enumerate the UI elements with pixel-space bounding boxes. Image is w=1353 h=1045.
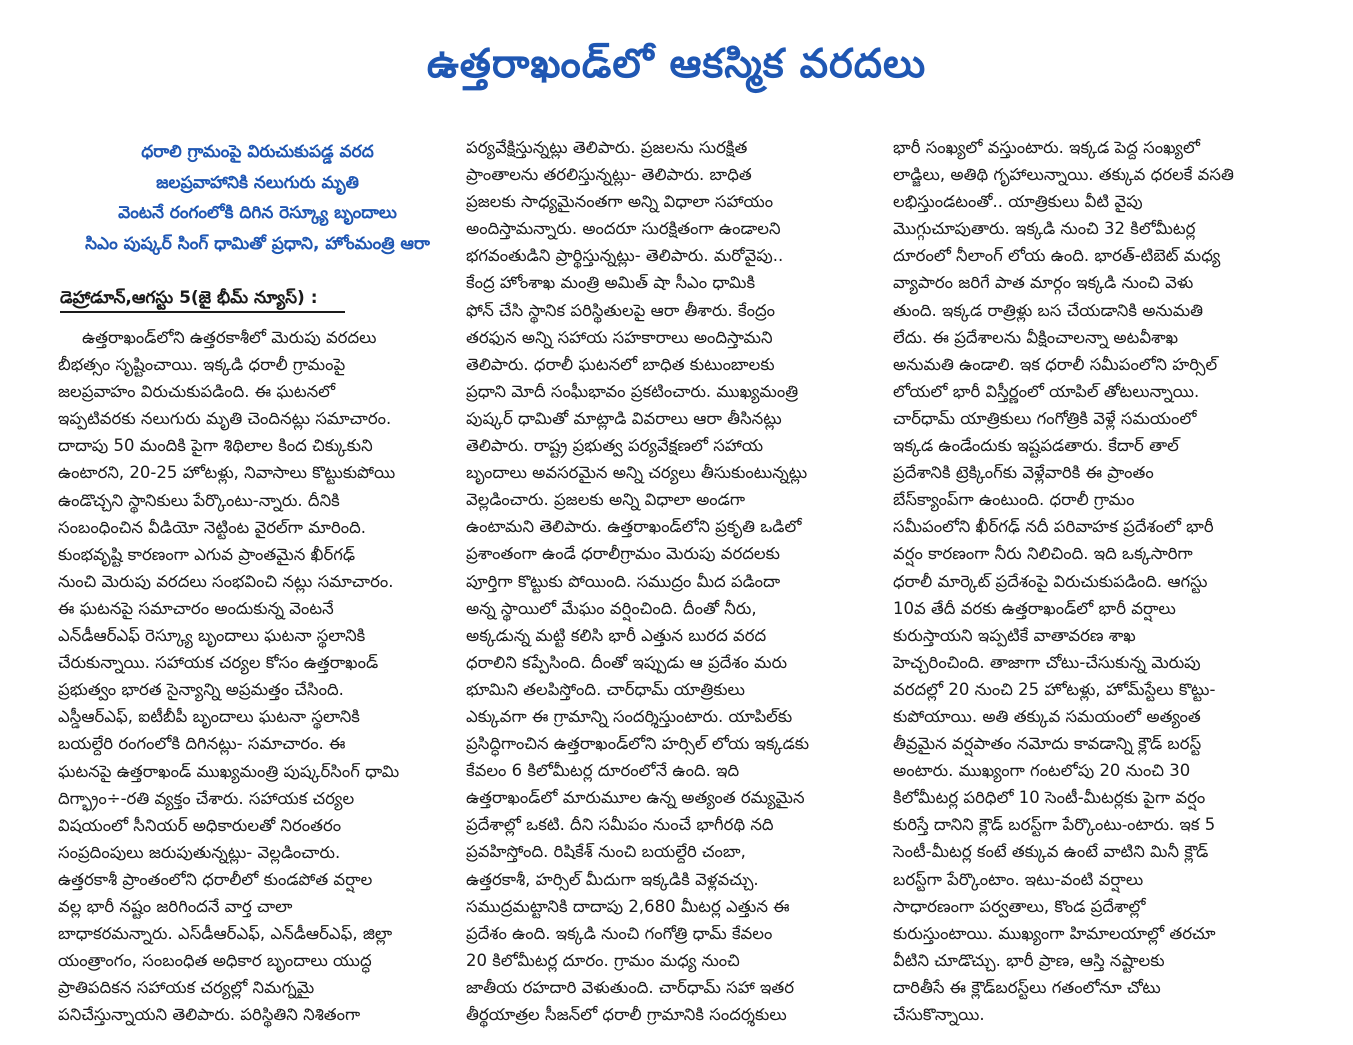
article-line: సాధారణంగా పర్వతాలు, కొండ ప్రదేశాల్లో — [893, 896, 1146, 916]
subheading: వెంటనే రంగంలోకి దిగిన రెస్క్యూ బృందాలు — [118, 203, 397, 223]
article-line: లేదు. ఈ ప్రదేశాలను వీక్షించాలన్నా అటవీశాఖ — [893, 327, 1179, 347]
article-line: తీర్థయాత్రల సీజన్‌లో ధరాలీ గ్రామానికి సందర్శకులు — [466, 1005, 787, 1024]
article-line: తరఫున అన్ని సహాయ సహకారాలు అందిస్తామని — [466, 327, 773, 347]
article-line: సంప్రదింపులు జరుపుతున్నట్లు- వెల్లడించారు. — [58, 842, 341, 862]
article-line: ఈ ఘటనపై సమాచారం అందుకున్న వెంటనే — [58, 598, 334, 618]
article-line: దారితీసే ఈ క్లౌడ్‌బరస్ట్‌లు గతంలోనూ చోటు — [893, 977, 1161, 997]
article-line: ఉంటారని, 20-25 హోటళ్లు, నివాసాలు కొట్టుకుపోయి — [58, 463, 396, 483]
article-line: ప్రదేశానికి ట్రెక్కింగ్‌కు వెళ్లేవారికి ఈ ప్రాంతం — [893, 463, 1154, 483]
article-line: సమీపంలోని ఖీర్‌గఢ్ నదీ పరివాహక ప్రదేశంలో భారీ — [893, 517, 1214, 537]
dateline: డెహ్రాడూన్,ఆగస్టు 5(జై భీమ్ న్యూస్) : — [60, 288, 318, 308]
article-line: పనిచేస్తున్నాయని తెలిపారు. పరిస్థితిని నిశితంగా — [58, 1005, 361, 1025]
article-line: లాడ్జిలు, అతిథి గృహాలున్నాయి. తక్కువ ధరలకే వసతి — [893, 165, 1234, 185]
article-line: వర్షం కారణంగా నీరు నిలిచింది. ఇది ఒక్కసారిగా — [893, 544, 1193, 564]
headline: ఉత్తరాఖండ్‌లో ఆకస్మిక వరదలు — [426, 41, 927, 87]
article-column-1 — [58, 324, 463, 1028]
article-line: సెంటీ-మీటర్ల కంటే తక్కువ ఉంటే వాటిని మినీ క్లౌడ్ — [893, 842, 1209, 862]
article-line: బాధాకరమన్నారు. ఎస్‌డీఆర్‌ఎఫ్, ఎన్‌డీఆర్‌ఎఫ్, జిల్లా — [58, 924, 393, 944]
article-line: భగవంతుడిని ప్రార్థిస్తున్నట్లు- తెలిపారు. మరోవైపు.. — [466, 246, 784, 266]
article-line: పుష్కర్ ధామితో మాట్లాడి వివరాలు ఆరా తీసినట్లు — [466, 408, 782, 428]
article-line: కేంద్ర హోంశాఖ మంత్రి అమిత్ షా సీఎం ధామికి — [466, 273, 756, 293]
article-line: కుపోయాయి. అతి తక్కువ సమయంలో అత్యంత — [893, 706, 1201, 726]
article-line: కుంభవృష్టి కారణంగా ఎగువ ప్రాంతమైన ఖీర్‌గఢ్ — [58, 544, 356, 564]
article-line: ప్రవహిస్తోంది. రిషికేశ్ నుంచి బయల్దేరి చంబా, — [466, 842, 746, 862]
article-line: లోయలో భారీ విస్తీర్ణంలో యాపిల్ తోటలున్నాయి. — [893, 381, 1200, 401]
article-line: వీటిని చూడొచ్చు. భారీ ప్రాణ, ఆస్తి నష్టాలకు — [893, 950, 1165, 970]
article-line: చేరుకున్నాయి. సహాయక చర్యల కోసం ఉత్తరాఖండ్ — [58, 653, 379, 673]
article-line: వ్యాపారం జరిగే పాత మార్గం ఇక్కడి నుంచి వెళు — [893, 273, 1194, 293]
article-line: భూమిని తలపిస్తోంది. చార్‌ధామ్ యాత్రికులు — [466, 679, 745, 699]
article-line: బృందాలు అవసరమైన అన్ని చర్యలు తీసుకుంటున్నట్లు — [466, 463, 808, 483]
article-line: 10వ తేదీ వరకు ఉత్తరాఖండ్‌లో భారీ వర్షాలు — [893, 598, 1176, 618]
article-line: జలప్రవాహం విరుచుకుపడింది. ఈ ఘటనలో — [58, 382, 336, 402]
subheading: జలప్రవాహానికి నలుగురు మృతి — [156, 172, 359, 193]
article-line: చేసుకొన్నాయి. — [893, 1005, 985, 1024]
subheading: సిఎం పుష్కర్ సింగ్ ధామితో ప్రధాని, హోంమంత్రి ఆరా — [85, 233, 430, 254]
article-line: ఎన్‌డీఆర్‌ఎఫ్ రెస్క్యూ బృందాలు ఘటనా స్థలానికి — [58, 626, 366, 646]
article-line: ప్రాంతాలను తరలిస్తున్నట్లు- తెలిపారు. బాధిత — [466, 165, 752, 185]
article-line: జాతీయ రహదారి వెళుతుంది. చార్‌ధామ్ సహా ఇతర — [466, 977, 794, 997]
article-line: కురుస్తుంటాయి. ముఖ్యంగా హిమాలయాల్లో తరచూ — [893, 923, 1216, 943]
article-column-2 — [466, 134, 871, 1028]
article-line: లభిస్తుండటంతో.. యాత్రికులు వీటి వైపు — [893, 192, 1143, 212]
article-line: బరస్ట్‌గా పేర్కొంటాం. ఇటు-వంటి వర్షాలు — [893, 869, 1144, 889]
article-line: బేస్‌క్యాంప్‌గా ఉంటుంది. ధరాలీ గ్రామం — [893, 490, 1135, 510]
dateline-underline — [60, 311, 345, 313]
article-line: కేవలం 6 కిలోమీటర్ల దూరంలోనే ఉంది. ఇది — [466, 761, 740, 781]
article-line: దూరంలో నీలాంగ్ లోయ ఉంది. భారత్-టిబెట్ మధ్య — [893, 246, 1221, 266]
article-line: ప్రజలకు సాధ్యమైనంతగా అన్ని విధాలా సహాయం — [466, 192, 774, 212]
article-line: అన్న స్థాయిలో మేఘం వర్షించింది. దీంతో నీరు, — [466, 598, 757, 618]
article-line: ప్రసిద్ధిగాంచిన ఉత్తరాఖండ్‌లోని హర్సిల్ లోయ ఇక్కడకు — [466, 734, 810, 754]
article-line: ప్రశాంతంగా ఉండే ధరాలీగ్రామం మెరుపు వరదలకు — [466, 544, 780, 564]
article-line: వెల్లడించారు. ప్రజలకు అన్ని విధాలా అండగా — [466, 490, 746, 510]
article-line: 20 కిలోమీటర్ల దూరం. గ్రామం మధ్య నుంచి — [466, 950, 740, 970]
article-line: ఫోన్ చేసి స్థానిక పరిస్థితులపై ఆరా తీశారు. కేంద్రం — [466, 300, 775, 320]
article-line: ఇప్పటివరకు నలుగురు మృతి చెందినట్లు సమాచారం. — [58, 409, 392, 429]
article-line: తెలిపారు. ధరాలీ ఘటనలో బాధిత కుటుంబాలకు — [466, 354, 775, 374]
article-line: ఉత్తరాఖండ్‌లోని ఉత్తరకాశీలో మెరుపు వరదలు — [82, 328, 377, 347]
article-line: అక్కడున్న మట్టి కలిసి భారీ ఎత్తున బురద వరద — [466, 625, 767, 645]
article-line: అంటారు. ముఖ్యంగా గంటలోపు 20 నుంచి 30 — [893, 761, 1191, 781]
article-line: ఉత్తరకాశీ ప్రాంతంలోని ధరాలీలో కుండపోత వర్షాల — [58, 869, 373, 889]
article-line: యంత్రాంగం, సంబంధిత అధికార బృందాలు యుద్ధ — [58, 951, 372, 971]
article-line: సంబంధించిన వీడియో నెట్టింట వైరల్‌గా మారింది. — [58, 517, 366, 537]
article-line: విషయంలో సీనియర్ అధికారులతో నిరంతరం — [58, 815, 342, 835]
article-column-3 — [893, 134, 1303, 1028]
subheading: ధరాలి గ్రామంపై విరుచుకుపడ్డ వరద — [141, 142, 374, 162]
article-line: సముద్రమట్టానికి దాదాపు 2,680 మీటర్ల ఎత్తున ఈ — [466, 896, 790, 916]
article-line: అనుమతి ఉండాలి. ఇక ధరాలీ సమీపంలోని హర్సిల్ — [893, 354, 1218, 374]
article-line: భారీ సంఖ్యలో వస్తుంటారు. ఇక్కడ పెద్ద సంఖ్యలో — [893, 138, 1200, 157]
article-line: ఉంటామని తెలిపారు. ఉత్తరాఖండ్‌లోని ప్రకృతి ఒడిలో — [466, 517, 802, 537]
article-line: ధరాలిని కప్పేసింది. దీంతో ఇప్పుడు ఆ ప్రదేశం మరు — [466, 652, 788, 672]
article-line: కిలోమీటర్ల పరిధిలో 10 సెంటీ-మీటర్లకు పైగా వర్షం — [893, 788, 1206, 808]
article-line: తెలిపారు. రాష్ట్ర ప్రభుత్వ పర్యవేక్షణలో సహాయ — [466, 436, 764, 456]
article-line: నుంచి మెరుపు వరదలు సంభవించి నట్లు సమాచారం. — [58, 571, 394, 591]
article-line: హెచ్చరించింది. తాజాగా చోటు-చేసుకున్న మెరుపు — [893, 652, 1201, 672]
article-line: ఘటనపై ఉత్తరాఖండ్ ముఖ్యమంత్రి పుష్కర్‌సింగ్ ధామి — [58, 761, 400, 781]
article-line: అందిస్తామన్నారు. అందరూ సురక్షితంగా ఉండాలని — [466, 219, 781, 239]
article-line: దిగ్భ్రాం÷-రతి వ్యక్తం చేశారు. సహాయక చర్యల — [58, 788, 355, 808]
article-line: వల్ల భారీ నష్టం జరిగిందనే వార్త చాలా — [58, 896, 293, 916]
article-line: పర్యవేక్షిస్తున్నట్లు తెలిపారు. ప్రజలను సురక్షిత — [466, 138, 748, 157]
article-line: ఎక్కువగా ఈ గ్రామాన్ని సందర్శిస్తుంటారు. యాపిల్‌కు — [466, 706, 793, 726]
article-line: ప్రధాని మోదీ సంఘీభావం ప్రకటించారు. ముఖ్యమంత్రి — [466, 381, 799, 401]
article-line: పూర్తిగా కొట్టుకు పోయింది. సముద్రం మీద పడిందా — [466, 571, 781, 591]
article-line: ధరాలీ మార్కెట్ ప్రదేశంపై విరుచుకుపడింది. ఆగస్టు — [893, 571, 1208, 591]
article-line: తీవ్రమైన వర్షపాతం నమోదు కావడాన్ని క్లౌడ్ బరస్ట్ — [893, 734, 1202, 754]
article-line: బీభత్సం సృష్టించాయి. ఇక్కడి ధరాలీ గ్రామంపై — [58, 355, 346, 375]
article-line: బయల్దేరి రంగంలోకి దిగినట్లు- సమాచారం. ఈ — [58, 734, 346, 754]
article-line: ఇక్కడ ఉండేందుకు ఇష్టపడతారు. కేదార్ తాల్ — [893, 436, 1179, 456]
article-line: చార్‌ధామ్ యాత్రికులు గంగోత్రికి వెళ్లే సమయంలో — [893, 408, 1197, 428]
article-line: ఉత్తరాఖండ్‌లో మారుమూల ఉన్న అత్యంత రమ్యమైన — [466, 788, 805, 808]
article-line: దాదాపు 50 మందికి పైగా శిథిలాల కింద చిక్కుకుని — [58, 436, 373, 456]
article-line: ప్రదేశాల్లో ఒకటి. దీని సమీపం నుంచే భాగీరథి నది — [466, 815, 774, 835]
article-line: ఉత్తరకాశీ, హర్సిల్ మీదుగా ఇక్కడికి వెళ్లవచ్చు. — [466, 869, 759, 889]
article-line: మొగ్గుచూపుతారు. ఇక్కడి నుంచి 32 కిలోమీటర్ల — [893, 219, 1196, 239]
article-line: ప్రభుత్వం భారత సైన్యాన్ని అప్రమత్తం చేసింది. — [58, 680, 344, 700]
article-line: ఎస్డీఆర్‌ఎఫ్, ఐటీబీపీ బృందాలు ఘటనా స్థలానికి — [58, 707, 360, 727]
article-line: ఉండొచ్చని స్థానికులు పేర్కొంటు-న్నారు. దీనికి — [58, 490, 340, 510]
article-line: కురిస్తే దానిని క్లౌడ్ బరస్ట్‌గా పేర్కొంటు-ంటారు. ఇక 5 — [893, 815, 1216, 835]
article-line: ప్రదేశం ఉంది. ఇక్కడి నుంచి గంగోత్రి ధామ్ కేవలం — [466, 923, 773, 943]
article-line: ప్రాతిపదికన సహాయక చర్యల్లో నిమగ్నమై — [58, 978, 315, 998]
subheadings — [60, 137, 455, 259]
article-line: వరదల్లో 20 నుంచి 25 హోటళ్లు, హోమ్‌స్టేలు కొట్టు- — [893, 679, 1216, 699]
article-line: కురుస్తాయని ఇప్పటికే వాతావరణ శాఖ — [893, 625, 1136, 645]
article-line: తుంది. ఇక్కడ రాత్రిళ్లు బస చేయడానికి అనుమతి — [893, 300, 1204, 320]
